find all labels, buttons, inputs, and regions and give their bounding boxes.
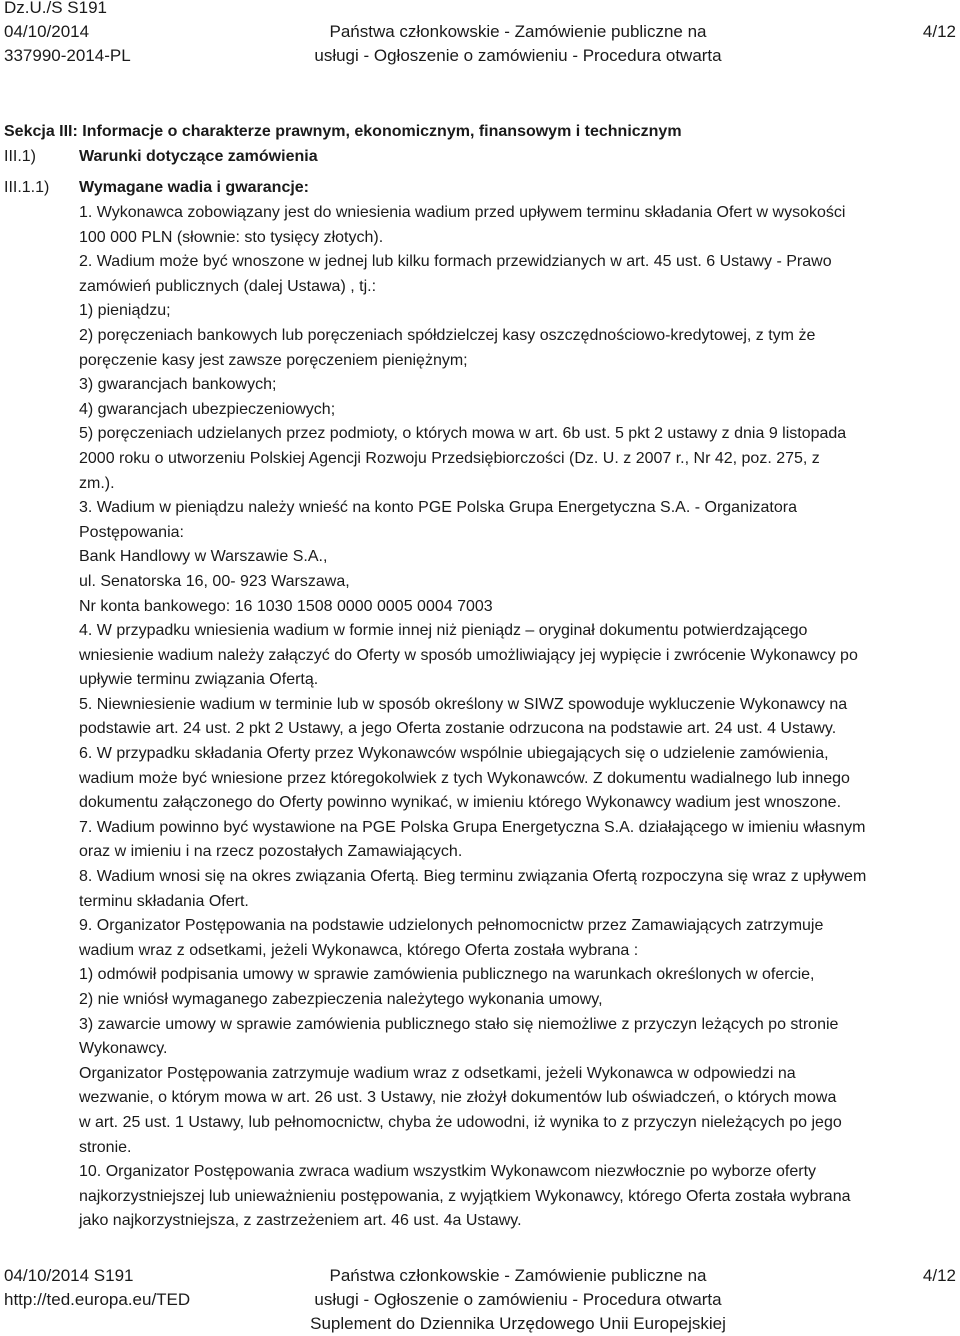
body-line: 5. Niewniesienie wadium w terminie lub w sposób określony w SIWZ spowoduje wykluczenie Wykonawcy na — [79, 695, 848, 713]
body-line: 4. W przypadku wniesienia wadium w formie innej niż pieniądz – oryginał dokumentu potwierdzającego — [79, 622, 808, 640]
body-line: 2000 roku o utworzeniu Polskiej Agencji Rozwoju Przedsiębiorczości (Dz. U. z 2007 r., Nr 42, poz. 275, z — [79, 449, 820, 467]
body-line: ul. Senatorska 16, 00- 923 Warszawa, — [79, 572, 350, 590]
body-line: wezwanie, o którym mowa w art. 26 ust. 3 Ustawy, nie złożył dokumentów lub oświadczeń, o których mowa — [79, 1089, 837, 1107]
body-line: 1. Wykonawca zobowiązany jest do wniesienia wadium przed upływem terminu składania Ofert w wysokości — [79, 204, 846, 221]
body-line: 3) zawarcie umowy w sprawie zamówienia publicznego stało się niemożliwe z przyczyn leżących po stronie — [79, 1015, 839, 1033]
footer-url[interactable]: http://ted.europa.eu/TED — [4, 1290, 191, 1309]
body-line: wadium wraz z odsetkami, jeżeli Wykonawca, którego Oferta została wybrana : — [79, 941, 639, 959]
header-title-line1: Państwa członkowskie - Zamówienie publiczne na — [329, 22, 707, 41]
body-line: 2) poręczeniach bankowych lub poręczeniach spółdzielczej kasy oszczędnościowo-kredytowej, z tym że — [79, 326, 816, 344]
footer-title-line2: usługi - Ogłoszenie o zamówieniu - Procedura otwarta — [314, 1290, 722, 1309]
header-title-line2: usługi - Ogłoszenie o zamówieniu - Procedura otwarta — [314, 46, 722, 65]
header-page-number: 4/12 — [922, 22, 956, 41]
subsubsection-number: III.1.1) — [4, 179, 50, 196]
footer-page-number: 4/12 — [922, 1266, 956, 1285]
body-line: upływie terminu związania Ofertą. — [79, 671, 319, 689]
body-line: Wykonawcy. — [79, 1040, 168, 1058]
footer-title-line1: Państwa członkowskie - Zamówienie publiczne na — [329, 1266, 707, 1285]
deposit-requirements-text — [79, 201, 934, 1234]
subsubsection-title: Wymagane wadia i gwarancje: — [79, 179, 310, 196]
footer-title-line3: Suplement do Dziennika Urzędowego Unii Europejskiej — [310, 1314, 726, 1333]
body-line: 9. Organizator Postępowania na podstawie udzielonych pełnomocnictw przez Zamawiających zatrzymuje — [79, 917, 824, 935]
body-line: wniesienie wadium należy załączyć do Oferty w sposób umożliwiający jej wypięcie i zwrócenie Wykonawcy po — [79, 646, 858, 664]
body-line: zamówień publicznych (dalej Ustawa) , tj.: — [79, 277, 377, 295]
body-line: 7. Wadium powinno być wystawione na PGE Polska Grupa Energetyczna S.A. działającego w imieniu własnym — [79, 818, 866, 836]
body-line: 1) pieniądzu; — [79, 302, 171, 320]
body-line: Bank Handlowy w Warszawie S.A., — [79, 548, 328, 566]
body-line: Nr konta bankowego: 16 1030 1508 0000 0005 0004 7003 — [79, 597, 493, 615]
body-line: wadium może być wniesione przez któregokolwiek z tych Wykonawców. Z dokumentu wadialnego lub innego — [79, 769, 850, 787]
body-line: oraz w imieniu i na rzecz pozostałych Zamawiających. — [79, 843, 463, 861]
body-line: Organizator Postępowania zatrzymuje wadium wraz z odsetkami, jeżeli Wykonawca w odpowiedzi na — [79, 1064, 796, 1082]
body-line: 8. Wadium wnosi się na okres związania Ofertą. Bieg terminu związania Ofertą rozpoczyna się wraz z upływem — [79, 868, 867, 886]
body-line: 4) gwarancjach ubezpieczeniowych; — [79, 400, 336, 418]
body-line: zm.). — [79, 474, 115, 492]
body-line: 10. Organizator Postępowania zwraca wadium wszystkim Wykonawcom niezwłocznie po wyborze oferty — [79, 1163, 817, 1181]
subsection-title: Warunki dotyczące zamówienia — [79, 148, 318, 165]
journal-reference: Dz.U./S S191 — [4, 0, 107, 17]
footer-date-issue: 04/10/2014 S191 — [4, 1266, 134, 1285]
body-line: podstawie art. 24 ust. 2 pkt 2 Ustawy, a jego Oferta zostanie odrzucona na podstawie art. 24 ust. 4 Ustawy. — [79, 720, 837, 738]
body-line: jako najkorzystniejsza, z zastrzeżeniem art. 46 ust. 4a Ustawy. — [79, 1212, 522, 1230]
body-line: stronie. — [79, 1138, 132, 1156]
body-line: Postępowania: — [79, 523, 184, 541]
body-line: w art. 25 ust. 1 Ustawy, lub pełnomocnictw, chyba że udowodni, iż wynika to z przyczyn nieleżących po jego — [79, 1113, 842, 1131]
body-line: 2) nie wniósł wymaganego zabezpieczenia należytego wykonania umowy, — [79, 991, 603, 1008]
notice-id: 337990-2014-PL — [4, 46, 131, 65]
subsection-number: III.1) — [4, 148, 37, 165]
body-line: 5) poręczeniach udzielanych przez podmioty, o których mowa w art. 6b ust. 5 pkt 2 ustawy z dnia 9 listopada — [79, 425, 847, 443]
body-line: 3) gwarancjach bankowych; — [79, 376, 277, 394]
body-line: najkorzystniejszej lub unieważnieniu postępowania, z wyjątkiem Wykonawcy, którego Oferta została wybrana — [79, 1187, 851, 1205]
body-line: 3. Wadium w pieniądzu należy wnieść na konto PGE Polska Grupa Energetyczna S.A. - Organizatora — [79, 499, 797, 517]
header-date: 04/10/2014 — [4, 22, 90, 41]
section-title: Sekcja III: Informacje o charakterze prawnym, ekonomicznym, finansowym i technicznym — [4, 123, 682, 140]
body-line: 1) odmówił podpisania umowy w sprawie zamówienia publicznego na warunkach określonych w ofercie, — [79, 966, 815, 984]
body-line: dokumentu załączonego do Oferty powinno wynikać, w imieniu którego Wykonawcy wadium jest wnoszone. — [79, 794, 842, 812]
body-line: 2. Wadium może być wnoszone w jednej lub kilku formach przewidzianych w art. 45 ust. 6 Ustawy - Prawo — [79, 253, 832, 271]
body-line: 100 000 PLN (słownie: sto tysięcy złotych). — [79, 228, 384, 246]
body-line: 6. W przypadku składania Oferty przez Wykonawców wspólnie ubiegających się o udzielenie zamówienia, — [79, 745, 829, 763]
body-line: terminu składania Ofert. — [79, 892, 249, 910]
body-line: poręczenie kasy jest zawsze poręczeniem pieniężnym; — [79, 351, 468, 369]
